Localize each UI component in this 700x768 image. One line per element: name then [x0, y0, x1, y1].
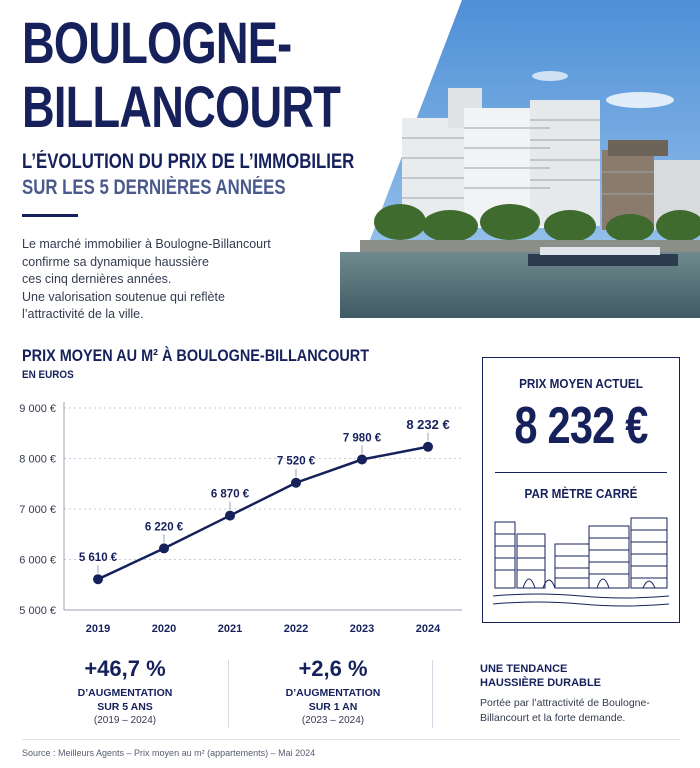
- data-point: [291, 478, 301, 488]
- trend-body-line2: Billancourt et la forte demande.: [480, 712, 626, 724]
- data-point: [423, 442, 433, 452]
- stat-five-year-line2: SUR 5 ANS: [97, 701, 153, 713]
- buildings-sketch-icon: [493, 516, 669, 612]
- stat-five-year: [55, 656, 195, 726]
- intro-line: ces cinq dernières années.: [22, 272, 172, 286]
- y-tick-label: 7 000 €: [19, 504, 56, 516]
- page-title-line1: BOULOGNE-: [22, 11, 292, 76]
- chart-unit-label: EN EUROS: [22, 369, 74, 381]
- intro-line: Une valorisation soutenue qui reflète: [22, 289, 225, 304]
- price-unit-label: PAR MÈTRE CARRÉ: [524, 486, 638, 501]
- stat-one-year-line1: D’AUGMENTATION: [285, 687, 381, 699]
- data-point: [357, 455, 367, 465]
- x-tick-label: 2020: [151, 623, 177, 635]
- footer-divider: [22, 739, 680, 740]
- stat-one-year-line2: SUR 1 AN: [308, 701, 358, 713]
- stat-divider: [228, 660, 229, 728]
- current-price-label: PRIX MOYEN ACTUEL: [519, 376, 643, 391]
- price-divider: [495, 472, 667, 473]
- current-price-box: [482, 357, 680, 623]
- data-label: 6 220 €: [144, 521, 184, 534]
- data-point: [93, 574, 103, 584]
- data-label: 7 980 €: [342, 432, 382, 445]
- data-point: [225, 511, 235, 521]
- stat-one-year: [263, 656, 403, 726]
- subtitle-line2: SUR LES 5 DERNIÈRES ANNÉES: [22, 176, 286, 199]
- trend-body: [480, 696, 680, 726]
- price-line-chart: [0, 390, 470, 640]
- x-tick-label: 2023: [349, 623, 375, 635]
- stat-five-year-period: (2019 – 2024): [93, 715, 157, 726]
- intro-line: l’attractivité de la ville.: [22, 307, 144, 321]
- stat-divider: [432, 660, 433, 728]
- y-tick-label: 5 000 €: [19, 605, 56, 617]
- riverside-buildings-photo: [340, 0, 700, 318]
- stat-five-year-value: +46,7 %: [84, 656, 166, 681]
- intro-text: [22, 236, 322, 324]
- x-tick-label: 2019: [85, 623, 111, 635]
- subtitle-line1: L’ÉVOLUTION DU PRIX DE L’IMMOBILIER: [22, 150, 355, 173]
- x-tick-label: 2022: [283, 623, 309, 635]
- page-title-line2: BILLANCOURT: [22, 75, 341, 140]
- chart-title: PRIX MOYEN AU M² À BOULOGNE-BILLANCOURT: [22, 346, 370, 365]
- x-tick-label: 2021: [217, 623, 243, 635]
- intro-line: confirme sa dynamique haussière: [22, 254, 209, 269]
- data-label: 5 610 €: [78, 552, 118, 565]
- stat-five-year-line1: D’AUGMENTATION: [77, 687, 173, 699]
- trend-title-line2: HAUSSIÈRE DURABLE: [480, 677, 602, 689]
- data-label: 7 520 €: [276, 455, 316, 468]
- y-tick-label: 9 000 €: [19, 403, 56, 415]
- trend-block: [480, 662, 680, 726]
- stat-one-year-value: +2,6 %: [298, 656, 368, 681]
- stat-one-year-period: (2023 – 2024): [301, 715, 365, 726]
- title-divider: [22, 214, 78, 217]
- data-label: 6 870 €: [210, 488, 250, 501]
- intro-line: Le marché immobilier à Boulogne-Billancourt: [22, 237, 271, 251]
- data-point: [159, 543, 169, 553]
- series-line: [98, 447, 428, 579]
- source-note: Source : Meilleurs Agents – Prix moyen au m² (appartements) – Mai 2024: [22, 748, 316, 758]
- current-price-value: 8 232 €: [514, 397, 648, 455]
- trend-title: [480, 662, 680, 690]
- x-tick-label: 2024: [415, 623, 441, 635]
- trend-title-line1: UNE TENDANCE: [480, 663, 568, 675]
- y-tick-label: 6 000 €: [19, 554, 56, 567]
- data-label: 8 232 €: [406, 416, 450, 432]
- trend-body-line1: Portée par l’attractivité de Boulogne-: [480, 697, 650, 709]
- y-tick-label: 8 000 €: [19, 453, 56, 466]
